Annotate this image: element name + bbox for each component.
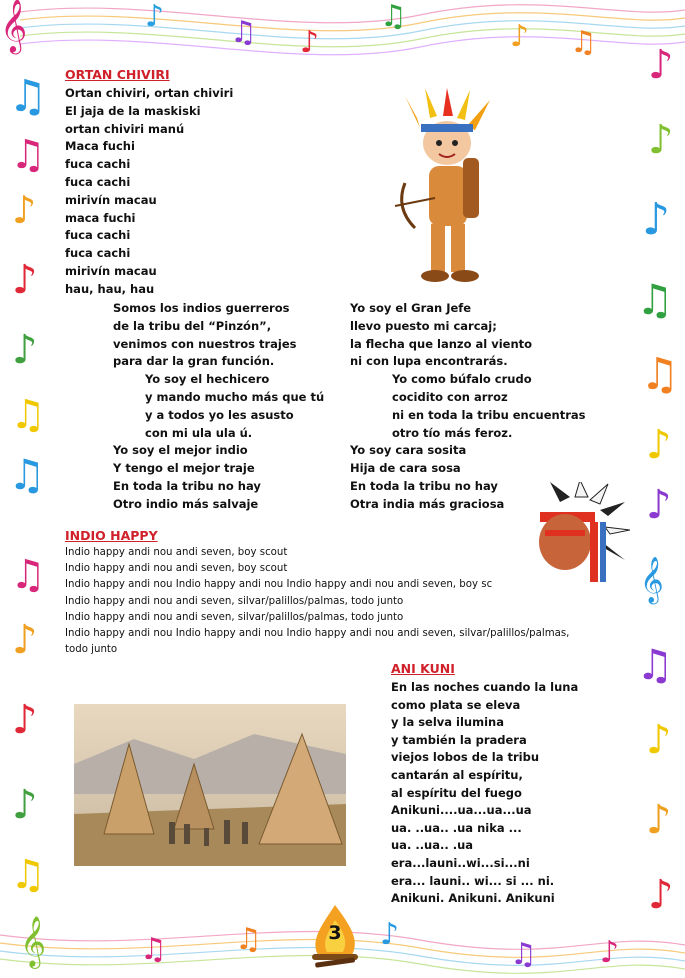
music-note-icon: ♫ <box>235 922 262 957</box>
lyric-line: Indio happy andi nou andi seven, silvar/palillos/palmas, todo junto <box>65 595 404 607</box>
lyric-line: todo junto <box>65 644 118 656</box>
lyric-line: con mi ula ula ú. <box>145 425 253 440</box>
lyric-line: Y tengo el mejor traje <box>113 461 255 476</box>
lyric-line: cantarán al espíritu, <box>391 768 523 782</box>
page-number: 3 <box>328 922 342 944</box>
lyric-line: cocidito con arroz <box>392 390 508 404</box>
music-note-icon: ♪ <box>12 327 38 373</box>
music-note-icon: ♪ <box>12 782 38 828</box>
music-note-icon: ♫ <box>570 25 597 60</box>
music-note-icon: ♪ <box>510 19 530 54</box>
lyric-line: como plata se eleva <box>391 697 521 712</box>
music-note-icon: ♪ <box>380 917 400 952</box>
treble-clef-icon: 𝄞 <box>20 916 47 967</box>
music-note-icon: ♫ <box>636 275 674 324</box>
lyric-line: ortan chiviri manú <box>65 121 185 136</box>
lyric-line: fuca cachi <box>65 228 131 243</box>
music-note-icon: ♪ <box>12 697 38 743</box>
lyric-line: maca fuchi <box>65 210 136 225</box>
lyric-line: En toda la tribu no hay <box>350 479 498 493</box>
lyric-line: hau, hau, hau <box>65 281 155 296</box>
treble-clef-icon: 𝄞 <box>0 0 28 52</box>
lyric-line: Yo soy el mejor indio <box>113 443 248 458</box>
lyric-line: Maca fuchi <box>65 139 135 154</box>
lyric-line: para dar la gran función. <box>113 354 275 369</box>
music-note-icon: ♪ <box>12 617 38 663</box>
lyric-line: viejos lobos de la tribu <box>391 750 540 765</box>
lyric-line: Anikuni. Anikuni. Anikuni <box>391 891 555 906</box>
lyric-line: ni con lupa encontrarás. <box>350 354 508 369</box>
lyric-line: mirivín macau <box>65 192 157 207</box>
teepee-village-painting <box>74 704 346 866</box>
lyric-line: la flecha que lanzo al viento <box>350 336 533 351</box>
bass-clef-icon: 𝄞 <box>640 557 664 603</box>
song-title-ani-kuni: ANI KUNI <box>391 661 455 676</box>
lyric-line: fuca cachi <box>65 246 131 261</box>
lyric-line: era...launi..wi...si...ni <box>391 856 530 870</box>
music-note-icon: ♪ <box>12 257 38 303</box>
music-note-icon: ♫ <box>10 552 46 598</box>
lyric-line: Yo soy cara sosita <box>350 443 467 458</box>
lyric-line: y también la pradera <box>391 732 527 747</box>
lyric-line: Indio happy andi nou Indio happy andi nou Indio happy andi nou andi seven, silvar/palillos/palmas, <box>65 628 570 639</box>
lyric-line: Indio happy andi nou Indio happy andi nou Indio happy andi nou andi seven, boy sc <box>65 579 493 591</box>
lyric-line: venimos con nuestros trajes <box>113 336 297 351</box>
music-note-icon: ♫ <box>636 640 674 689</box>
lyric-line: ua. ..ua.. .ua nika ... <box>391 820 522 835</box>
chief-headdress-illustration <box>530 482 630 592</box>
lyric-line: Indio happy andi nou andi seven, silvar/palillos/palmas, todo junto <box>65 611 404 623</box>
lyric-line: y a todos yo les asusto <box>145 407 294 422</box>
lyric-line: y la selva ilumina <box>391 715 504 730</box>
music-note-icon: ♪ <box>145 0 165 34</box>
music-note-icon: ♫ <box>10 852 46 898</box>
music-note-icon: ♪ <box>648 872 674 918</box>
music-note-icon: ♪ <box>646 797 672 843</box>
music-note-icon: ♪ <box>600 935 620 970</box>
music-note-icon: ♪ <box>642 194 671 245</box>
lyric-line: Indio happy andi nou andi seven, boy scout <box>65 547 288 558</box>
music-note-icon: ♪ <box>648 42 674 88</box>
music-note-icon: ♪ <box>648 117 674 163</box>
lyric-line: En toda la tribu no hay <box>113 479 261 493</box>
music-note-icon: ♫ <box>10 132 46 178</box>
lyric-line: fuca cachi <box>65 175 131 189</box>
music-note-icon: ♫ <box>140 932 167 967</box>
lyric-line: de la tribu del “Pinzón”, <box>113 318 272 333</box>
lyric-line: Yo como búfalo crudo <box>392 372 532 387</box>
music-note-icon: ♫ <box>380 0 407 34</box>
song-title-indio-happy: INDIO HAPPY <box>65 528 158 543</box>
lyric-line: llevo puesto mi carcaj; <box>350 318 497 333</box>
music-note-icon: ♪ <box>300 25 320 60</box>
lyric-line: Yo soy el Gran Jefe <box>350 301 472 315</box>
music-note-icon: ♫ <box>10 392 46 438</box>
lyric-line: y mando mucho más que tú <box>145 390 325 404</box>
music-note-icon: ♫ <box>8 450 46 499</box>
lyric-line: al espíritu del fuego <box>391 785 522 800</box>
music-note-icon: ♪ <box>12 188 37 232</box>
lyric-line: Otra india más graciosa <box>350 496 505 511</box>
lyric-line: Ortan chiviri, ortan chiviri <box>65 86 234 100</box>
music-note-icon: ♫ <box>640 349 680 400</box>
lyric-line: ni en toda la tribu encuentras <box>392 407 586 422</box>
music-note-icon: ♫ <box>510 937 537 972</box>
lyric-line: Yo soy el hechicero <box>145 372 270 387</box>
lyric-line: mirivín macau <box>65 264 157 278</box>
music-note-icon: ♪ <box>646 422 672 468</box>
music-note-icon: ♪ <box>646 717 672 763</box>
lyric-line: era... launi.. wi... si ... ni. <box>391 873 555 888</box>
lyric-line: El jaja de la maskiski <box>65 103 201 118</box>
lyric-line: Anikuni....ua...ua...ua <box>391 803 532 818</box>
lyric-line: otro tío más feroz. <box>392 425 513 440</box>
music-note-icon: ♪ <box>646 482 672 528</box>
indian-boy-illustration <box>385 88 525 288</box>
lyric-line: Indio happy andi nou andi seven, boy scout <box>65 563 288 575</box>
lyric-line: En las noches cuando la luna <box>391 680 579 694</box>
lyric-line: ua. ..ua.. .ua <box>391 838 474 853</box>
lyric-line: fuca cachi <box>65 157 131 172</box>
lyric-line: Otro indio más salvaje <box>113 496 259 511</box>
lyric-line: Somos los indios guerreros <box>113 301 290 315</box>
music-note-icon: ♫ <box>8 71 48 122</box>
music-note-icon: ♫ <box>230 15 257 50</box>
lyric-line: Hija de cara sosa <box>350 461 461 476</box>
song-title-ortan-chiviri: ORTAN CHIVIRI <box>65 67 170 82</box>
